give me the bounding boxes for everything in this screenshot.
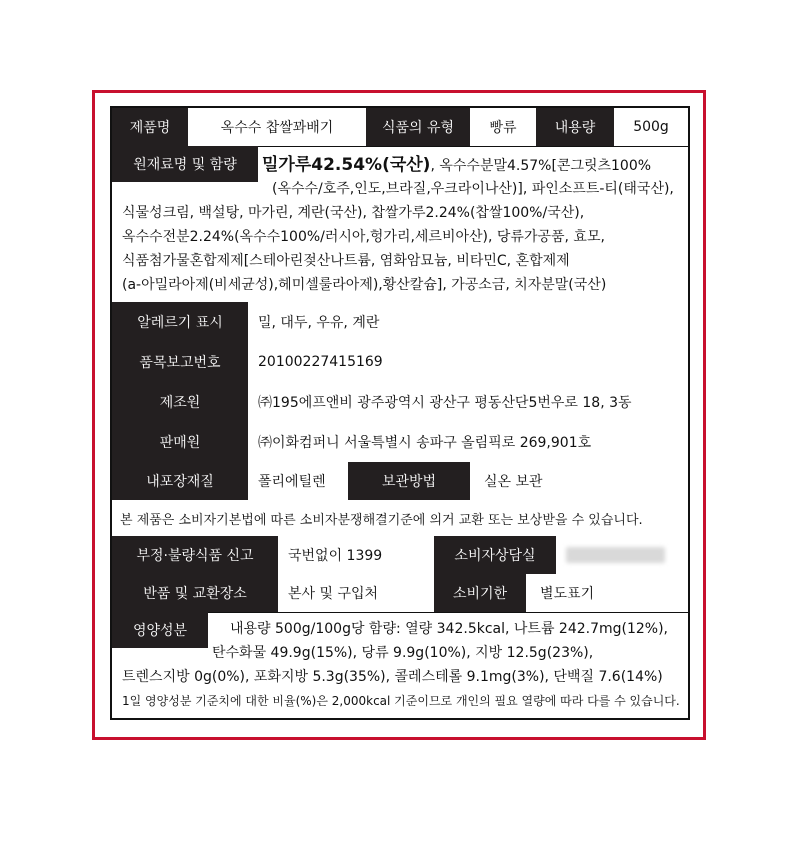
storage-value: 실온 보관 [470, 462, 688, 500]
nutrition-label: 영양성분 [112, 612, 208, 648]
consumer-value-cell [556, 536, 688, 574]
ingredients-line-3: 식물성크림, 백설탕, 마가린, 계란(국산), 찹쌀가루2.24%(찹쌀100%/국산), [122, 205, 585, 221]
row-report-line [112, 536, 688, 575]
allergy-value: 밀, 대두, 우유, 계란 [248, 302, 688, 342]
ingredients-line-4: 옥수수전분2.24%(옥수수100%/러시아,헝가리,세르비아산), 당류가공품, 효모, [122, 229, 605, 245]
ingredients-lead: 밀가루42.54%(국산) [262, 155, 431, 175]
row-nutrition [112, 612, 688, 718]
report-number-label: 품목보고번호 [112, 342, 248, 382]
ingredients-label: 원재료명 및 함량 [112, 146, 258, 182]
row-seller [112, 422, 688, 463]
expiry-label: 소비기한 [434, 574, 526, 612]
row-report-number [112, 342, 688, 383]
content-label: 내용량 [536, 108, 614, 146]
ingredients-line-2: (옥수수/호주,인도,브라질,우크라이나산)], 파인소프트-티(태국산), [272, 181, 674, 197]
ingredients-line-5: 식품첨가물혼합제제[스테아린젖산나트륨, 염화암묘늄, 비타민C, 혼합제제 [122, 253, 570, 269]
notice-text: 본 제품은 소비자기본법에 따른 소비자분쟁해결기준에 의거 교환 또는 보상받을 수 있습니다. [112, 500, 688, 536]
storage-label: 보관방법 [348, 462, 470, 500]
row-manufacturer [112, 382, 688, 423]
manufacturer-value: ㈜195에프앤비 광주광역시 광산구 평동산단5번우로 18, 3동 [248, 382, 688, 422]
row-allergy [112, 302, 688, 343]
food-type-label: 식품의 유형 [366, 108, 470, 146]
packaging-value: 폴리에틸렌 [248, 462, 348, 500]
expiry-value: 별도표기 [526, 574, 688, 612]
ingredients-line-6: (a-아밀라아제(비세균성),헤미셀룰라아제),황산칼슘], 가공소금, 치자분말(국산) [122, 277, 607, 293]
row-product [112, 108, 688, 147]
row-return [112, 574, 688, 613]
nutrition-line-1: 내용량 500g/100g당 함량: 열량 342.5kcal, 나트륨 242.7mg(12%), [230, 621, 669, 637]
return-label: 반품 및 교환장소 [112, 574, 278, 612]
ingredients-line-1 [262, 152, 651, 179]
nutrition-line-3: 트렌스지방 0g(0%), 포화지방 5.3g(35%), 콜레스테롤 9.1mg(3%), 단백질 7.6(14%) [122, 669, 663, 685]
manufacturer-label: 제조원 [112, 382, 248, 422]
product-name-value: 옥수수 찹쌀꽈배기 [188, 108, 366, 146]
report-phone: 국번없이 1399 [278, 536, 434, 574]
seller-value: ㈜이화컴퍼니 서울특별시 송파구 올림픽로 269,901호 [248, 422, 688, 462]
food-type-value: 빵류 [470, 108, 536, 146]
ingredients-line-1-rest: , 옥수수분말4.57%[콘그릿츠100% [430, 158, 652, 174]
row-ingredients [112, 146, 688, 303]
row-notice [112, 500, 688, 537]
product-name-label: 제품명 [112, 108, 188, 146]
nutrition-note: 1일 영양성분 기준치에 대한 비율(%)은 2,000kcal 기준이므로 개인의 필요 열량에 따라 다를 수 있습니다. [122, 694, 680, 708]
row-packaging [112, 462, 688, 501]
consumer-phone-blurred [566, 547, 665, 563]
report-label: 부정·불량식품 신고 [112, 536, 278, 574]
report-number-value: 20100227415169 [248, 342, 688, 382]
content-value: 500g [614, 108, 688, 146]
consumer-label: 소비자상담실 [434, 536, 556, 574]
nutrition-line-2: 탄수화물 49.9g(15%), 당류 9.9g(10%), 지방 12.5g(23%), [212, 645, 594, 661]
nutrition-label-table [110, 106, 690, 720]
packaging-label: 내포장재질 [112, 462, 248, 500]
allergy-label: 알레르기 표시 [112, 302, 248, 342]
return-value: 본사 및 구입처 [278, 574, 434, 612]
seller-label: 판매원 [112, 422, 248, 462]
